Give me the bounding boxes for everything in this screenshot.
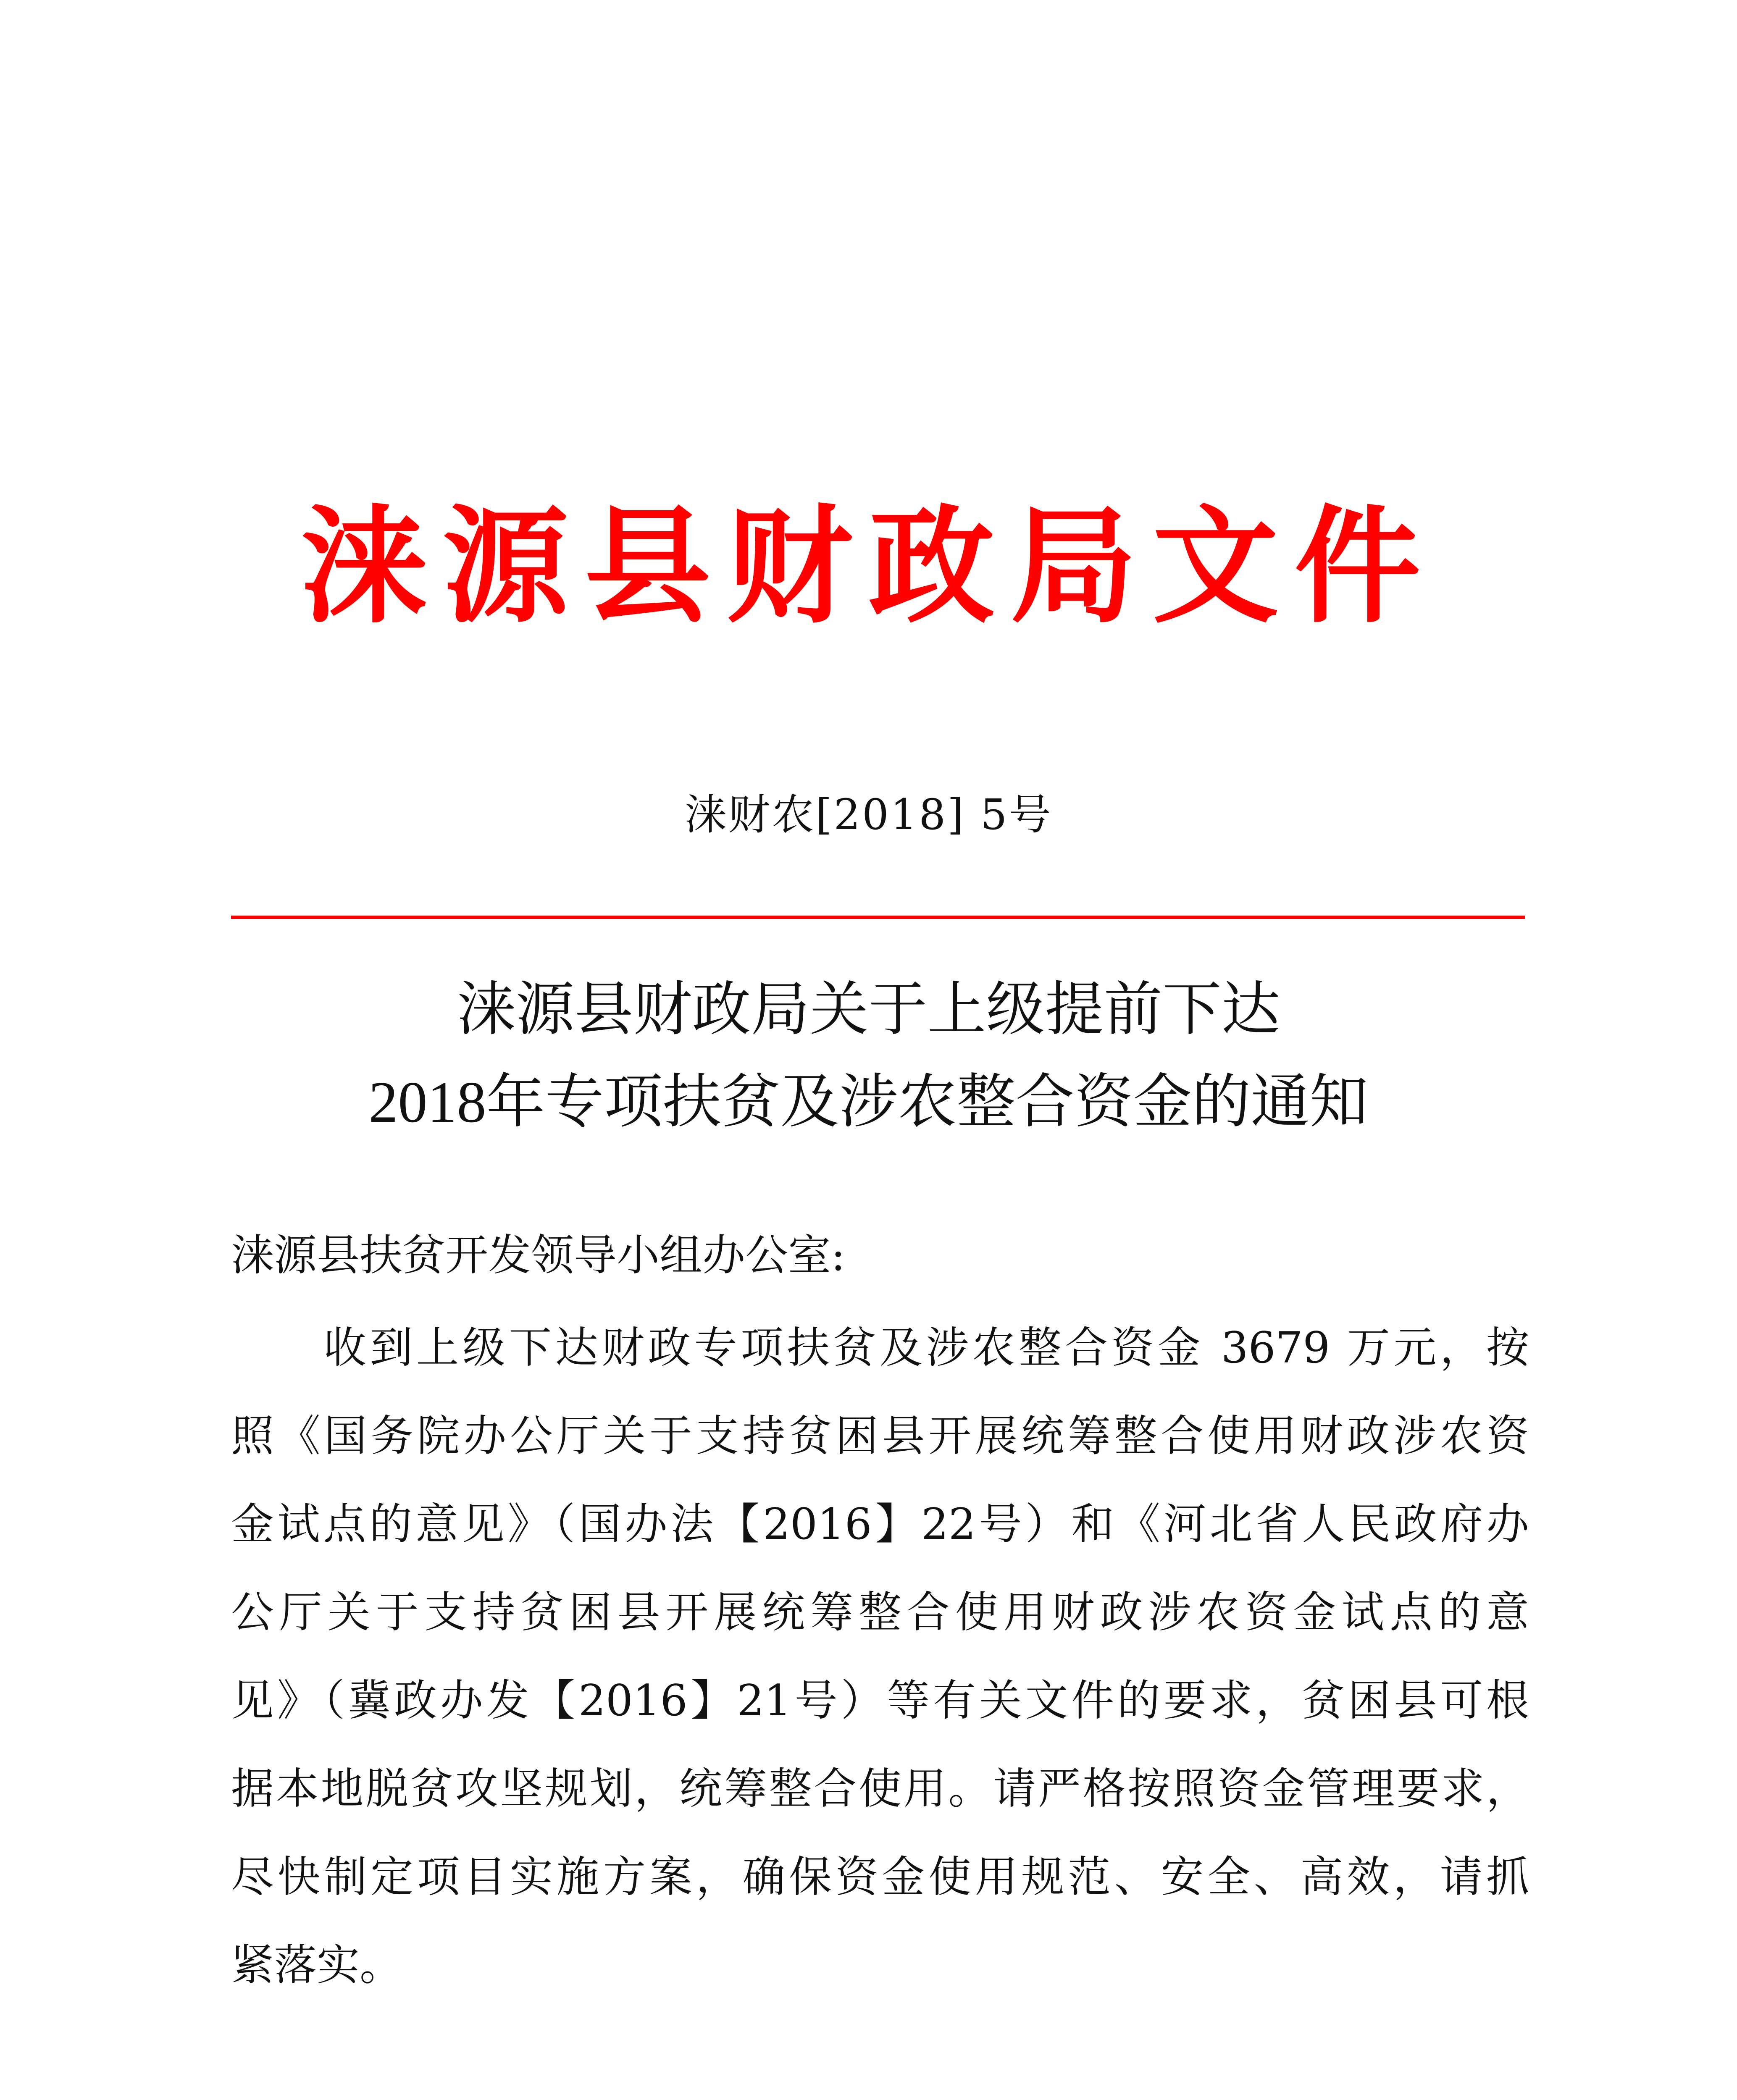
document-title-line-2: 2018年专项扶贫及涉农整合资金的通知 <box>368 1070 1369 1135</box>
body-line: 见》（冀政办发【2016】21号）等有关文件的要求，贫困县可根 <box>231 1676 1529 1726</box>
body-line-last: 紧落实。 <box>231 1940 402 1990</box>
document-number: 涞财农[2018] 5号 <box>684 790 1053 839</box>
body-line: 公厅关于支持贫困县开展统筹整合使用财政涉农资金试点的意 <box>231 1588 1529 1638</box>
body-line: 照《国务院办公厅关于支持贫困县开展统筹整合使用财政涉农资 <box>231 1411 1529 1461</box>
body-line: 尽快制定项目实施方案，确保资金使用规范、安全、高效，请抓 <box>231 1852 1529 1902</box>
document-title-line-1: 涞源县财政局关于上级提前下达 <box>457 977 1280 1042</box>
red-divider-line <box>231 916 1525 919</box>
body-line: 金试点的意见》（国办法【2016】22号）和《河北省人民政府办 <box>231 1499 1529 1549</box>
body-line: 收到上级下达财政专项扶贫及涉农整合资金 3679 万元，按 <box>323 1323 1529 1373</box>
masthead-title: 涞源县财政局文件 <box>300 494 1437 640</box>
body-line: 据本地脱贫攻坚规划，统筹整合使用。请严格按照资金管理要求， <box>231 1764 1529 1814</box>
salutation: 涞源县扶贫开发领导小组办公室: <box>231 1231 846 1281</box>
